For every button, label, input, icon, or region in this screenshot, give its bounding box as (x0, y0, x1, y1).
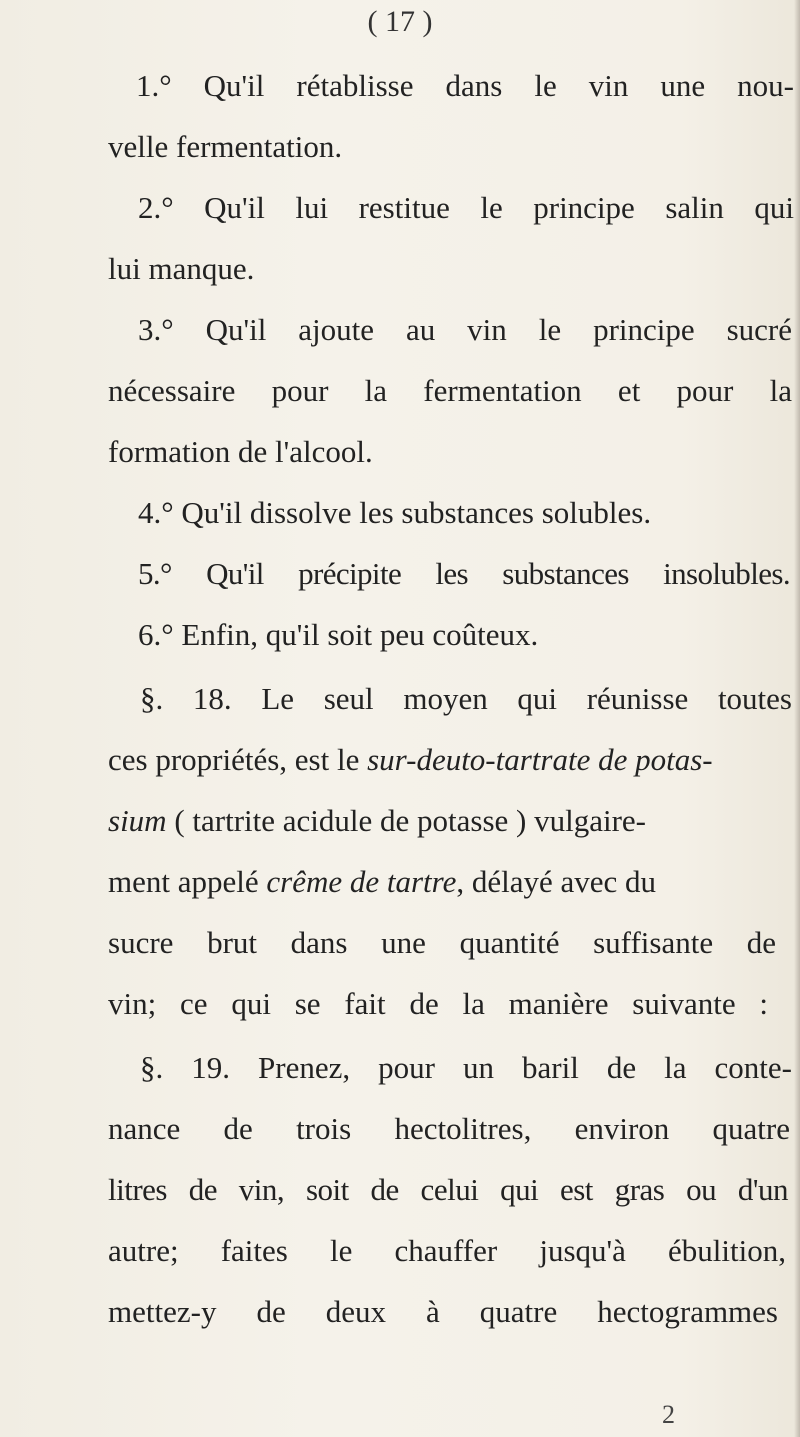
text-line: 3.° Qu'il ajoute au vin le principe sucré (138, 312, 792, 347)
page-edge-shadow (794, 0, 800, 1437)
text-line: ces propriétés, est le sur-deuto-tartrate de potas- (108, 742, 713, 777)
text-line: vin; ce qui se fait de la manière suivante : (108, 986, 768, 1021)
text-line: 2.° Qu'il lui restitue le principe salin qui (138, 190, 794, 225)
text-line: 6.° Enfin, qu'il soit peu coûteux. (138, 617, 539, 652)
text-line: lui manque. (108, 251, 255, 286)
text-line: ment appelé crême de tartre, délayé avec du (108, 864, 657, 899)
text-line: §. 19. Prenez, pour un baril de la conte- (140, 1050, 792, 1085)
text-line: litres de vin, soit de celui qui est gras ou d'un (108, 1172, 788, 1207)
page-number: ( 17 ) (367, 5, 433, 38)
text-line: mettez-y de deux à quatre hectogrammes (108, 1294, 778, 1329)
text-line: autre; faites le chauffer jusqu'à ébulition, (108, 1233, 786, 1268)
text-line: §. 18. Le seul moyen qui réunisse toutes (140, 681, 792, 716)
text-line: 5.° Qu'il précipite les substances insolubles. (138, 556, 790, 591)
signature-mark: 2 (662, 1400, 675, 1429)
text-line: 4.° Qu'il dissolve les substances solubles. (138, 495, 652, 530)
text-line: nance de trois hectolitres, environ quatre (108, 1111, 790, 1146)
text-line: velle fermentation. (108, 129, 343, 164)
text-line: sucre brut dans une quantité suffisante de (108, 925, 776, 960)
text-line: formation de l'alcool. (108, 434, 373, 469)
text-line: 1.° Qu'il rétablisse dans le vin une nou- (136, 68, 794, 103)
text-line: sium ( tartrite acidule de potasse ) vulgaire- (108, 803, 647, 838)
text-line: nécessaire pour la fermentation et pour la (108, 373, 792, 408)
